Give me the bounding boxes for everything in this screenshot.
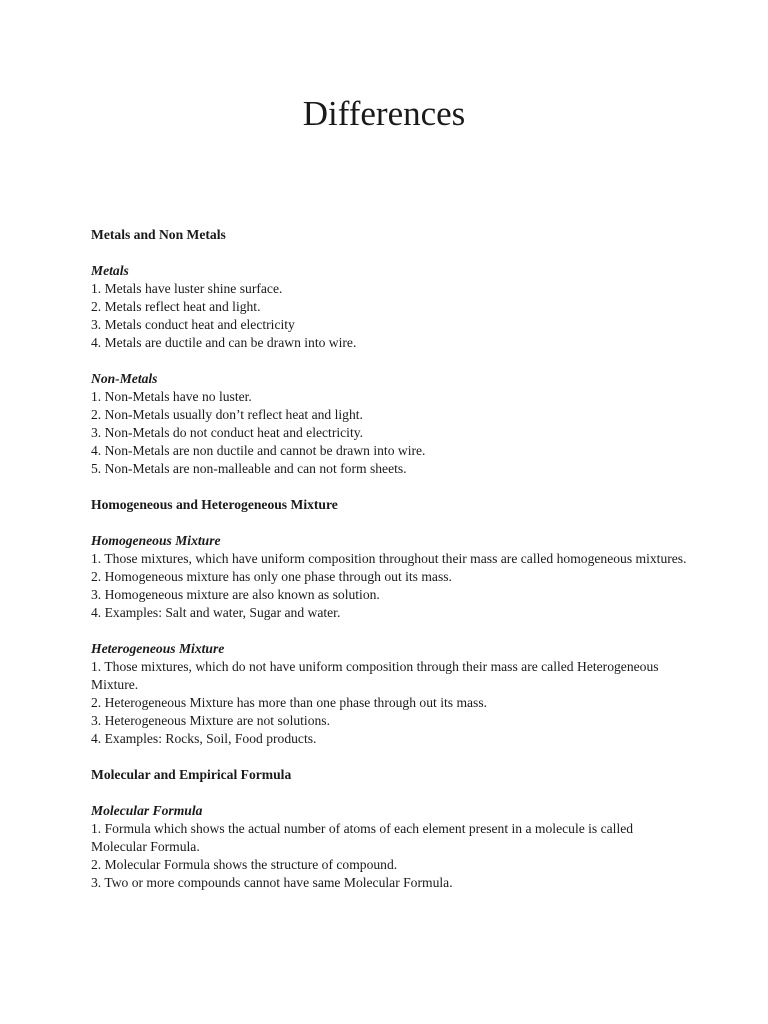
list-item: 3. Homogeneous mixture are also known as solution. [91, 587, 380, 602]
item-list [91, 820, 691, 892]
list-item: 4. Metals are ductile and can be drawn into wire. [91, 335, 357, 350]
list-item: 2. Homogeneous mixture has only one phase through out its mass. [91, 569, 452, 584]
list-item: 3. Metals conduct heat and electricity [91, 317, 295, 332]
list-item: 3. Two or more compounds cannot have same Molecular Formula. [91, 875, 453, 890]
subheading: Non-Metals [91, 371, 158, 386]
group-homogeneous [91, 532, 691, 622]
group-metals [91, 262, 691, 352]
list-item: 2. Metals reflect heat and light. [91, 299, 261, 314]
list-item: 4. Examples: Salt and water, Sugar and water. [91, 605, 341, 620]
section-mixtures [91, 496, 691, 748]
subheading: Homogeneous Mixture [91, 533, 221, 548]
list-item: 3. Non-Metals do not conduct heat and electricity. [91, 425, 364, 440]
subheading: Molecular Formula [91, 803, 203, 818]
list-item: 1. Formula which shows the actual number of atoms of each element present in a molecule is called Molecular Formula. [91, 821, 634, 854]
section-metals-nonmetals [91, 226, 691, 478]
list-item: 1. Those mixtures, which do not have uniform composition through their mass are called Heterogeneous Mixture. [91, 659, 659, 692]
list-item: 3. Heterogeneous Mixture are not solutions. [91, 713, 330, 728]
section-heading: Homogeneous and Heterogeneous Mixture [91, 497, 338, 512]
item-list [91, 658, 691, 748]
list-item: 4. Non-Metals are non ductile and cannot be drawn into wire. [91, 443, 426, 458]
group-heterogeneous [91, 640, 691, 748]
page-title: Differences [302, 94, 466, 133]
section-heading: Molecular and Empirical Formula [91, 767, 292, 782]
list-item: 1. Non-Metals have no luster. [91, 389, 252, 404]
list-item: 1. Metals have luster shine surface. [91, 281, 283, 296]
subheading: Heterogeneous Mixture [91, 641, 225, 656]
group-molecular-formula [91, 802, 691, 892]
section-formulas [91, 766, 691, 892]
list-item: 2. Heterogeneous Mixture has more than one phase through out its mass. [91, 695, 488, 710]
list-item: 4. Examples: Rocks, Soil, Food products. [91, 731, 317, 746]
list-item: 2. Non-Metals usually don’t reflect heat and light. [91, 407, 363, 422]
section-heading: Metals and Non Metals [91, 227, 226, 242]
document-body [91, 226, 691, 910]
item-list [91, 280, 691, 352]
subheading: Metals [91, 263, 129, 278]
list-item: 5. Non-Metals are non-malleable and can not form sheets. [91, 461, 407, 476]
list-item: 1. Those mixtures, which have uniform composition throughout their mass are called homogeneous mixtures. [91, 551, 687, 566]
item-list [91, 550, 691, 622]
group-non-metals [91, 370, 691, 478]
item-list [91, 388, 691, 478]
list-item: 2. Molecular Formula shows the structure of compound. [91, 857, 398, 872]
